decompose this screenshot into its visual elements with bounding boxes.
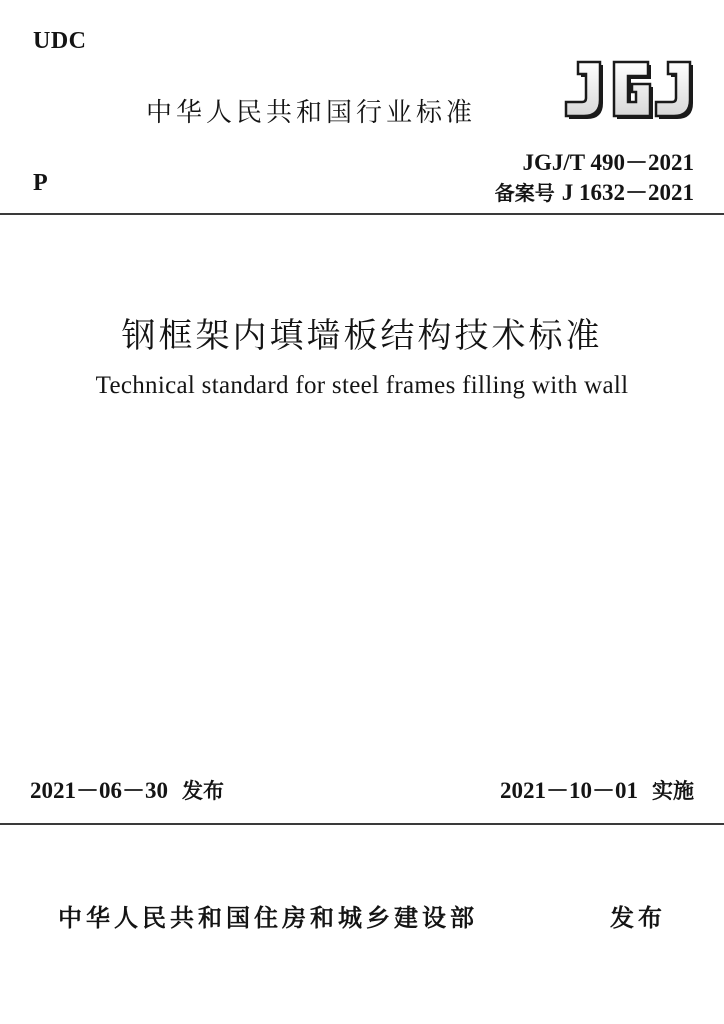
publish-label: 发布 [610, 904, 666, 932]
industry-standard-title: 中华人民共和国行业标准 [146, 98, 477, 128]
issue-date-block [30, 772, 224, 805]
record-number-value: J 1632－2021 [561, 180, 694, 205]
classification-code: P [33, 170, 48, 196]
effective-date-block [500, 772, 694, 805]
bottom-divider [0, 823, 724, 825]
effective-date: 2021－10－01 [500, 778, 638, 803]
issue-label: 发布 [182, 779, 224, 803]
record-number [495, 174, 694, 207]
effective-label: 实施 [652, 779, 694, 803]
title-chinese: 钢框架内填墙板结构技术标准 [121, 316, 603, 356]
top-divider [0, 213, 724, 215]
jgj-logo [556, 56, 696, 124]
record-number-label: 备案号 [494, 181, 555, 205]
publisher-name: 中华人民共和国住房和城乡建设部 [58, 904, 478, 932]
standard-number: JGJ/T 490－2021 [522, 150, 694, 175]
title-english: Technical standard for steel frames filling with wall [95, 372, 629, 399]
udc-label: UDC [33, 28, 87, 54]
issue-date: 2021－06－30 [30, 778, 168, 803]
